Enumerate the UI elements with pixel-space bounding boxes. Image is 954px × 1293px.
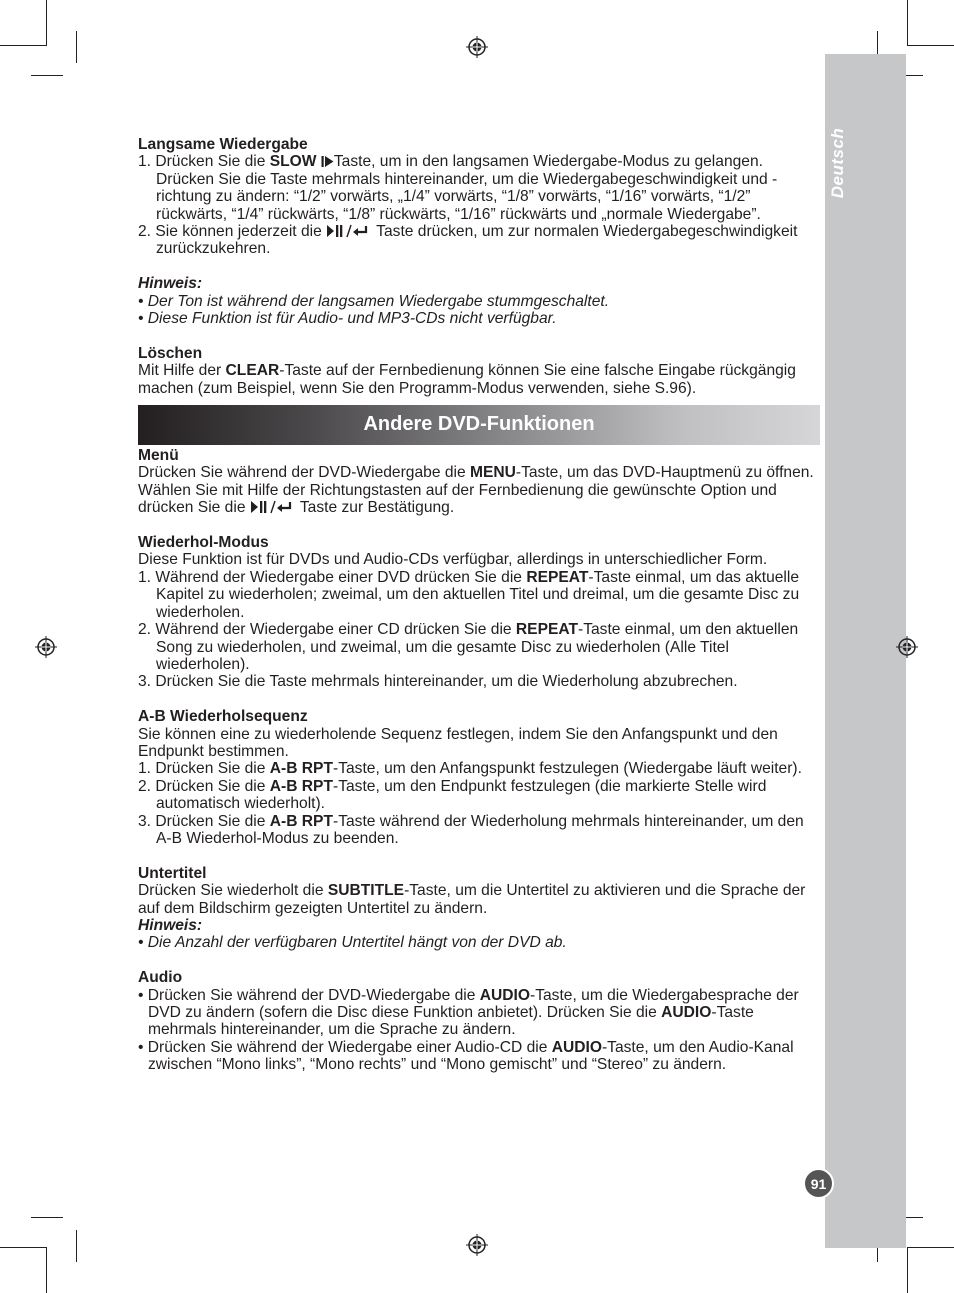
list-item: 1. Während der Wiedergabe einer DVD drücken Sie die REPEAT-Taste einmal, um das aktuelle Kapitel zu wiederholen; zweimal, um den aktuellen Titel und dreimal, um die gesamte Disc zu wiederholen. bbox=[138, 568, 800, 621]
key-repeat: REPEAT bbox=[515, 621, 579, 639]
key-audio: AUDIO bbox=[479, 986, 531, 1004]
crop-mark bbox=[76, 31, 77, 63]
crop-mark bbox=[76, 1230, 77, 1262]
section-heading-repeat: Wiederhol-Modus bbox=[138, 534, 269, 552]
key-menu: MENU bbox=[469, 464, 516, 482]
section-heading-subtitle: Untertitel bbox=[138, 864, 207, 882]
crop-mark bbox=[46, 0, 47, 46]
page-content bbox=[138, 136, 818, 1074]
bullet-item: • Drücken Sie während der Wiedergabe einer Audio-CD die AUDIO-Taste, um den Audio-Kanal zwischen “Mono links”, “Mono rechts” und “Mono gemischt” und “Stereo” zu ändern. bbox=[138, 1038, 794, 1074]
key-ab-rpt: A-B RPT bbox=[269, 777, 333, 795]
crop-mark bbox=[908, 45, 954, 46]
key-audio: AUDIO bbox=[551, 1038, 602, 1056]
crop-mark bbox=[0, 45, 46, 46]
section-heading-menu: Menü bbox=[138, 447, 179, 465]
language-sidebar bbox=[825, 54, 906, 1248]
registration-mark-icon bbox=[35, 636, 57, 658]
registration-mark-icon bbox=[466, 36, 488, 58]
list-item: 2. Während der Wiedergabe einer CD drücken Sie die REPEAT-Taste einmal, um den aktuellen Song zu wiederholen, und zweimal, um die gesamte Disc zu wiederholen (Alle Titel wiederholen). bbox=[138, 621, 799, 673]
list-item: 2. Sie können jederzeit die Taste drücken, um zur normalen Wiedergabegeschwindigkeit zurückzukehren. bbox=[138, 223, 798, 258]
key-slow: SLOW bbox=[269, 153, 317, 171]
note-line: • Die Anzahl der verfügbaren Untertitel hängt von der DVD ab. bbox=[138, 934, 567, 952]
crop-mark bbox=[0, 1247, 46, 1248]
note-heading: Hinweis: bbox=[138, 916, 203, 934]
section-heading-ab: A-B Wiederholsequenz bbox=[138, 708, 308, 726]
note-heading: Hinweis: bbox=[138, 275, 203, 293]
section-heading-audio: Audio bbox=[138, 969, 183, 987]
crop-mark bbox=[907, 0, 908, 46]
paragraph: Mit Hilfe der CLEAR-Taste auf der Fernbedienung können Sie eine falsche Eingabe rückgängig machen (zum Beispiel, wenn Sie den Programm-Modus verwenden, siehe S.96). bbox=[138, 362, 796, 397]
note-line: • Diese Funktion ist für Audio- und MP3-CDs nicht verfügbar. bbox=[138, 310, 557, 328]
note-line: • Der Ton ist während der langsamen Wiedergabe stummgeschaltet. bbox=[138, 292, 610, 310]
key-ab-rpt: A-B RPT bbox=[269, 760, 333, 778]
registration-mark-icon bbox=[466, 1234, 488, 1256]
bullet-item: • Drücken Sie während der DVD-Wiedergabe die AUDIO-Taste, um die Wiedergabesprache der DVD zu ändern (sofern die Disc diese Funktion anbietet). Drücken Sie die AUDIO-Taste mehrmals hintereinander, um die Sprache zu ändern. bbox=[138, 986, 799, 1039]
sidebar-language-label: Deutsch bbox=[828, 127, 847, 199]
key-ab-rpt: A-B RPT bbox=[269, 812, 333, 830]
list-item: 2. Drücken Sie die A-B RPT-Taste, um den Endpunkt festzulegen (die markierte Stelle wird automatisch wiederholt). bbox=[138, 777, 767, 813]
paragraph: Drücken Sie während der DVD-Wiedergabe die MENU-Taste, um das DVD-Hauptmenü zu öffnen. Wählen Sie mit Hilfe der Richtungstasten auf der Fernbedienung die gewünschte Option und drücken Sie die Taste zur Bestätigung. bbox=[138, 464, 814, 517]
key-audio: AUDIO bbox=[661, 1004, 712, 1021]
section-heading-slow: Langsame Wiedergabe bbox=[138, 136, 308, 153]
crop-mark bbox=[46, 1247, 47, 1293]
key-clear: CLEAR bbox=[225, 362, 280, 380]
list-item: 1. Drücken Sie die SLOW Taste, um in den langsamen Wiedergabe-Modus zu gelangen. Drücken Sie die Taste mehrmals hintereinander, um die Wiedergabegeschwindigkeit und -richtung zu ändern: “1/2” vorwärts, „1/4” vorwärts, “1/8” vorwärts, “1/16” vorwärts, “1/2” rückwärts, “1/4” rückwärts, “1/8” rückwärts, “1/16” rückwärts und „normale Wiedergabe”. bbox=[138, 153, 778, 223]
play-pause-enter-icon bbox=[250, 500, 296, 514]
list-item: 3. Drücken Sie die Taste mehrmals hintereinander, um die Wiederholung abzubrechen. bbox=[138, 673, 738, 691]
crop-mark bbox=[31, 75, 63, 76]
section-heading-clear: Löschen bbox=[138, 344, 203, 362]
paragraph: Sie können eine zu wiederholende Sequenz festlegen, indem Sie den Anfangspunkt und den Endpunkt bestimmen. bbox=[138, 725, 778, 760]
slow-play-icon bbox=[321, 155, 334, 168]
crop-mark bbox=[907, 1247, 908, 1293]
page-number: 91 bbox=[803, 1168, 834, 1199]
registration-mark-icon bbox=[896, 636, 918, 658]
crop-mark bbox=[908, 1247, 954, 1248]
paragraph: Diese Funktion ist für DVDs und Audio-CDs verfügbar, allerdings in unterschiedlicher Form. bbox=[138, 551, 768, 569]
key-subtitle: SUBTITLE bbox=[327, 882, 405, 900]
list-item: 3. Drücken Sie die A-B RPT-Taste während der Wiederholung mehrmals hintereinander, um den A-B Wiederhol-Modus zu beenden. bbox=[138, 812, 804, 847]
list-item: 1. Drücken Sie die A-B RPT-Taste, um den Anfangspunkt festzulegen (Wiedergabe läuft weiter). bbox=[138, 760, 802, 778]
section-banner: Andere DVD-Funktionen bbox=[138, 405, 820, 445]
play-pause-enter-icon bbox=[326, 224, 372, 238]
key-repeat: REPEAT bbox=[526, 568, 589, 586]
paragraph: Drücken Sie wiederholt die SUBTITLE-Taste, um die Untertitel zu aktivieren und die Sprache der auf dem Bildschirm gezeigten Untertitel zu ändern. bbox=[138, 882, 806, 917]
crop-mark bbox=[31, 1217, 63, 1218]
